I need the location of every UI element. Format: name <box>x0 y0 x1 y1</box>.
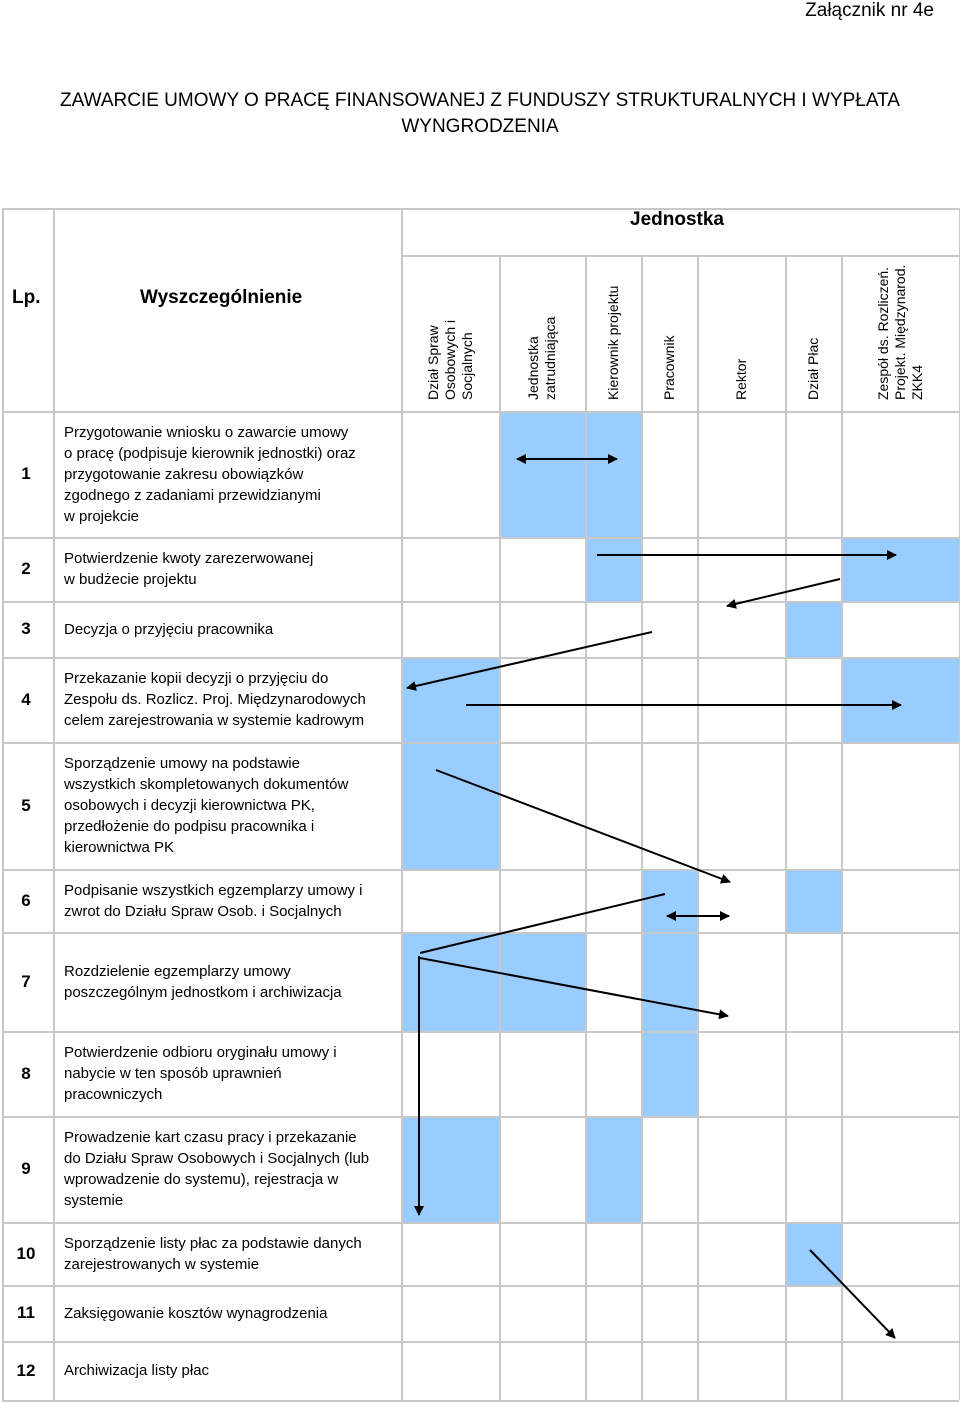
row-description-line: Sporządzenie umowy na podstawie <box>64 755 300 772</box>
row-description-line: zwrot do Działu Spraw Osob. i Socjalnych <box>64 902 342 920</box>
row-description-line: Archiwizacja listy płac <box>64 1362 210 1379</box>
row-description-line: wszystkich skompletowanych dokumentów <box>64 776 349 793</box>
row-description-line: celem zarejestrowania w systemie kadrowym <box>64 712 365 729</box>
column-header-line: Projekt. Międzynarod. <box>891 264 908 400</box>
row-description-line: Potwierdzenie odbioru oryginału umowy i <box>64 1044 337 1061</box>
row-number: 12 <box>16 1360 36 1380</box>
column-header-line: Jednostka <box>525 336 541 400</box>
row-description-line: poszczególnym jednostkom i archiwizacja <box>64 983 342 1001</box>
row-number: 7 <box>21 971 31 991</box>
row-description-line: systemie <box>64 1192 124 1209</box>
header-unit: Jednostka <box>630 209 724 230</box>
column-header-line: ZKK4 <box>908 364 925 400</box>
column-header-line: Dział Płac <box>804 337 821 400</box>
row-description-line: o pracę (podpisuje kierownik jednostki) oraz <box>64 444 356 462</box>
row-description-line: Prowadzenie kart czasu pracy i przekazanie <box>64 1129 357 1146</box>
row-number: 8 <box>21 1063 31 1083</box>
row-description-line: w projekcie <box>64 507 140 525</box>
row-number: 4 <box>21 689 31 709</box>
column-header-line: Kierownik projektu <box>604 285 621 400</box>
row-number: 10 <box>16 1243 36 1263</box>
row-description-line: Zespołu ds. Rozlicz. Proj. Międzynarodowych <box>64 691 366 708</box>
annex-label: Załącznik nr 4e <box>805 0 934 21</box>
flow-arrow <box>420 894 665 953</box>
row-description-line: Przekazanie kopii decyzji o przyjęciu do <box>64 670 329 687</box>
row-description-line: w budżecie projektu <box>64 571 197 588</box>
title-line-2: WYNGRODZENIA <box>401 116 559 137</box>
row-description-line: do Działu Spraw Osobowych i Socjalnych (lub <box>64 1150 370 1167</box>
row-description-line: zarejestrowanych w systemie <box>64 1255 260 1273</box>
row-description-line: Decyzja o przyjęciu pracownika <box>64 620 274 638</box>
row-description-line: nabycie w ten sposób uprawnień <box>64 1065 282 1082</box>
column-header-line: Dział Spraw <box>424 325 441 400</box>
row-number: 5 <box>21 795 31 815</box>
row-description-line: przygotowanie zakresu obowiązków <box>64 465 304 483</box>
row-number: 1 <box>21 464 31 483</box>
row-description-line: Przygotowanie wniosku o zawarcie umowy <box>64 423 349 441</box>
row-description-line: osobowych i decyzji kierownictwa PK, <box>64 797 315 814</box>
flow-arrow <box>436 770 730 882</box>
row-description-line: kierownictwa PK <box>64 839 175 856</box>
row-description-line: Sporządzenie listy płac za podstawie danych <box>64 1234 362 1252</box>
flow-arrow <box>810 1250 895 1338</box>
column-header-line: Pracownik <box>660 335 677 400</box>
column-header-line: Rektor <box>732 358 749 400</box>
flow-arrow <box>420 958 728 1016</box>
row-number: 9 <box>21 1159 31 1178</box>
row-description-line: Rozdzielenie egzemplarzy umowy <box>64 962 291 980</box>
row-description-line: Potwierdzenie kwoty zarezerwowanej <box>64 550 314 567</box>
row-description-line: pracowniczych <box>64 1086 163 1103</box>
flow-arrow <box>407 632 652 688</box>
row-description-line: wprowadzenie do systemu), rejestracja w <box>64 1171 339 1188</box>
flow-arrow <box>727 579 840 606</box>
row-description-line: zgodnego z zadaniami przewidzianymi <box>64 486 321 504</box>
column-header-line: zatrudniająca <box>542 316 558 400</box>
row-description-line: Zaksięgowanie kosztów wynagrodzenia <box>64 1304 328 1322</box>
row-number: 2 <box>21 559 31 578</box>
row-description-line: przedłożenie do podpisu pracownika i <box>64 818 315 835</box>
row-number: 6 <box>21 890 31 910</box>
header-description: Wyszczególnienie <box>140 287 303 308</box>
title-line-1: ZAWARCIE UMOWY O PRACĘ FINANSOWANEJ Z FUNDUSZY STRUKTURALNYCH I WYPŁATA <box>60 90 900 111</box>
column-header-line: Socjalnych <box>458 332 475 400</box>
row-description-line: Podpisanie wszystkich egzemplarzy umowy i <box>64 881 363 899</box>
header-lp: Lp. <box>12 287 41 308</box>
row-number: 3 <box>21 619 31 638</box>
column-header-line: Osobowych i <box>441 319 458 400</box>
column-header-line: Zespół ds. Rozliczeń. <box>874 266 891 400</box>
row-number: 11 <box>17 1303 35 1322</box>
